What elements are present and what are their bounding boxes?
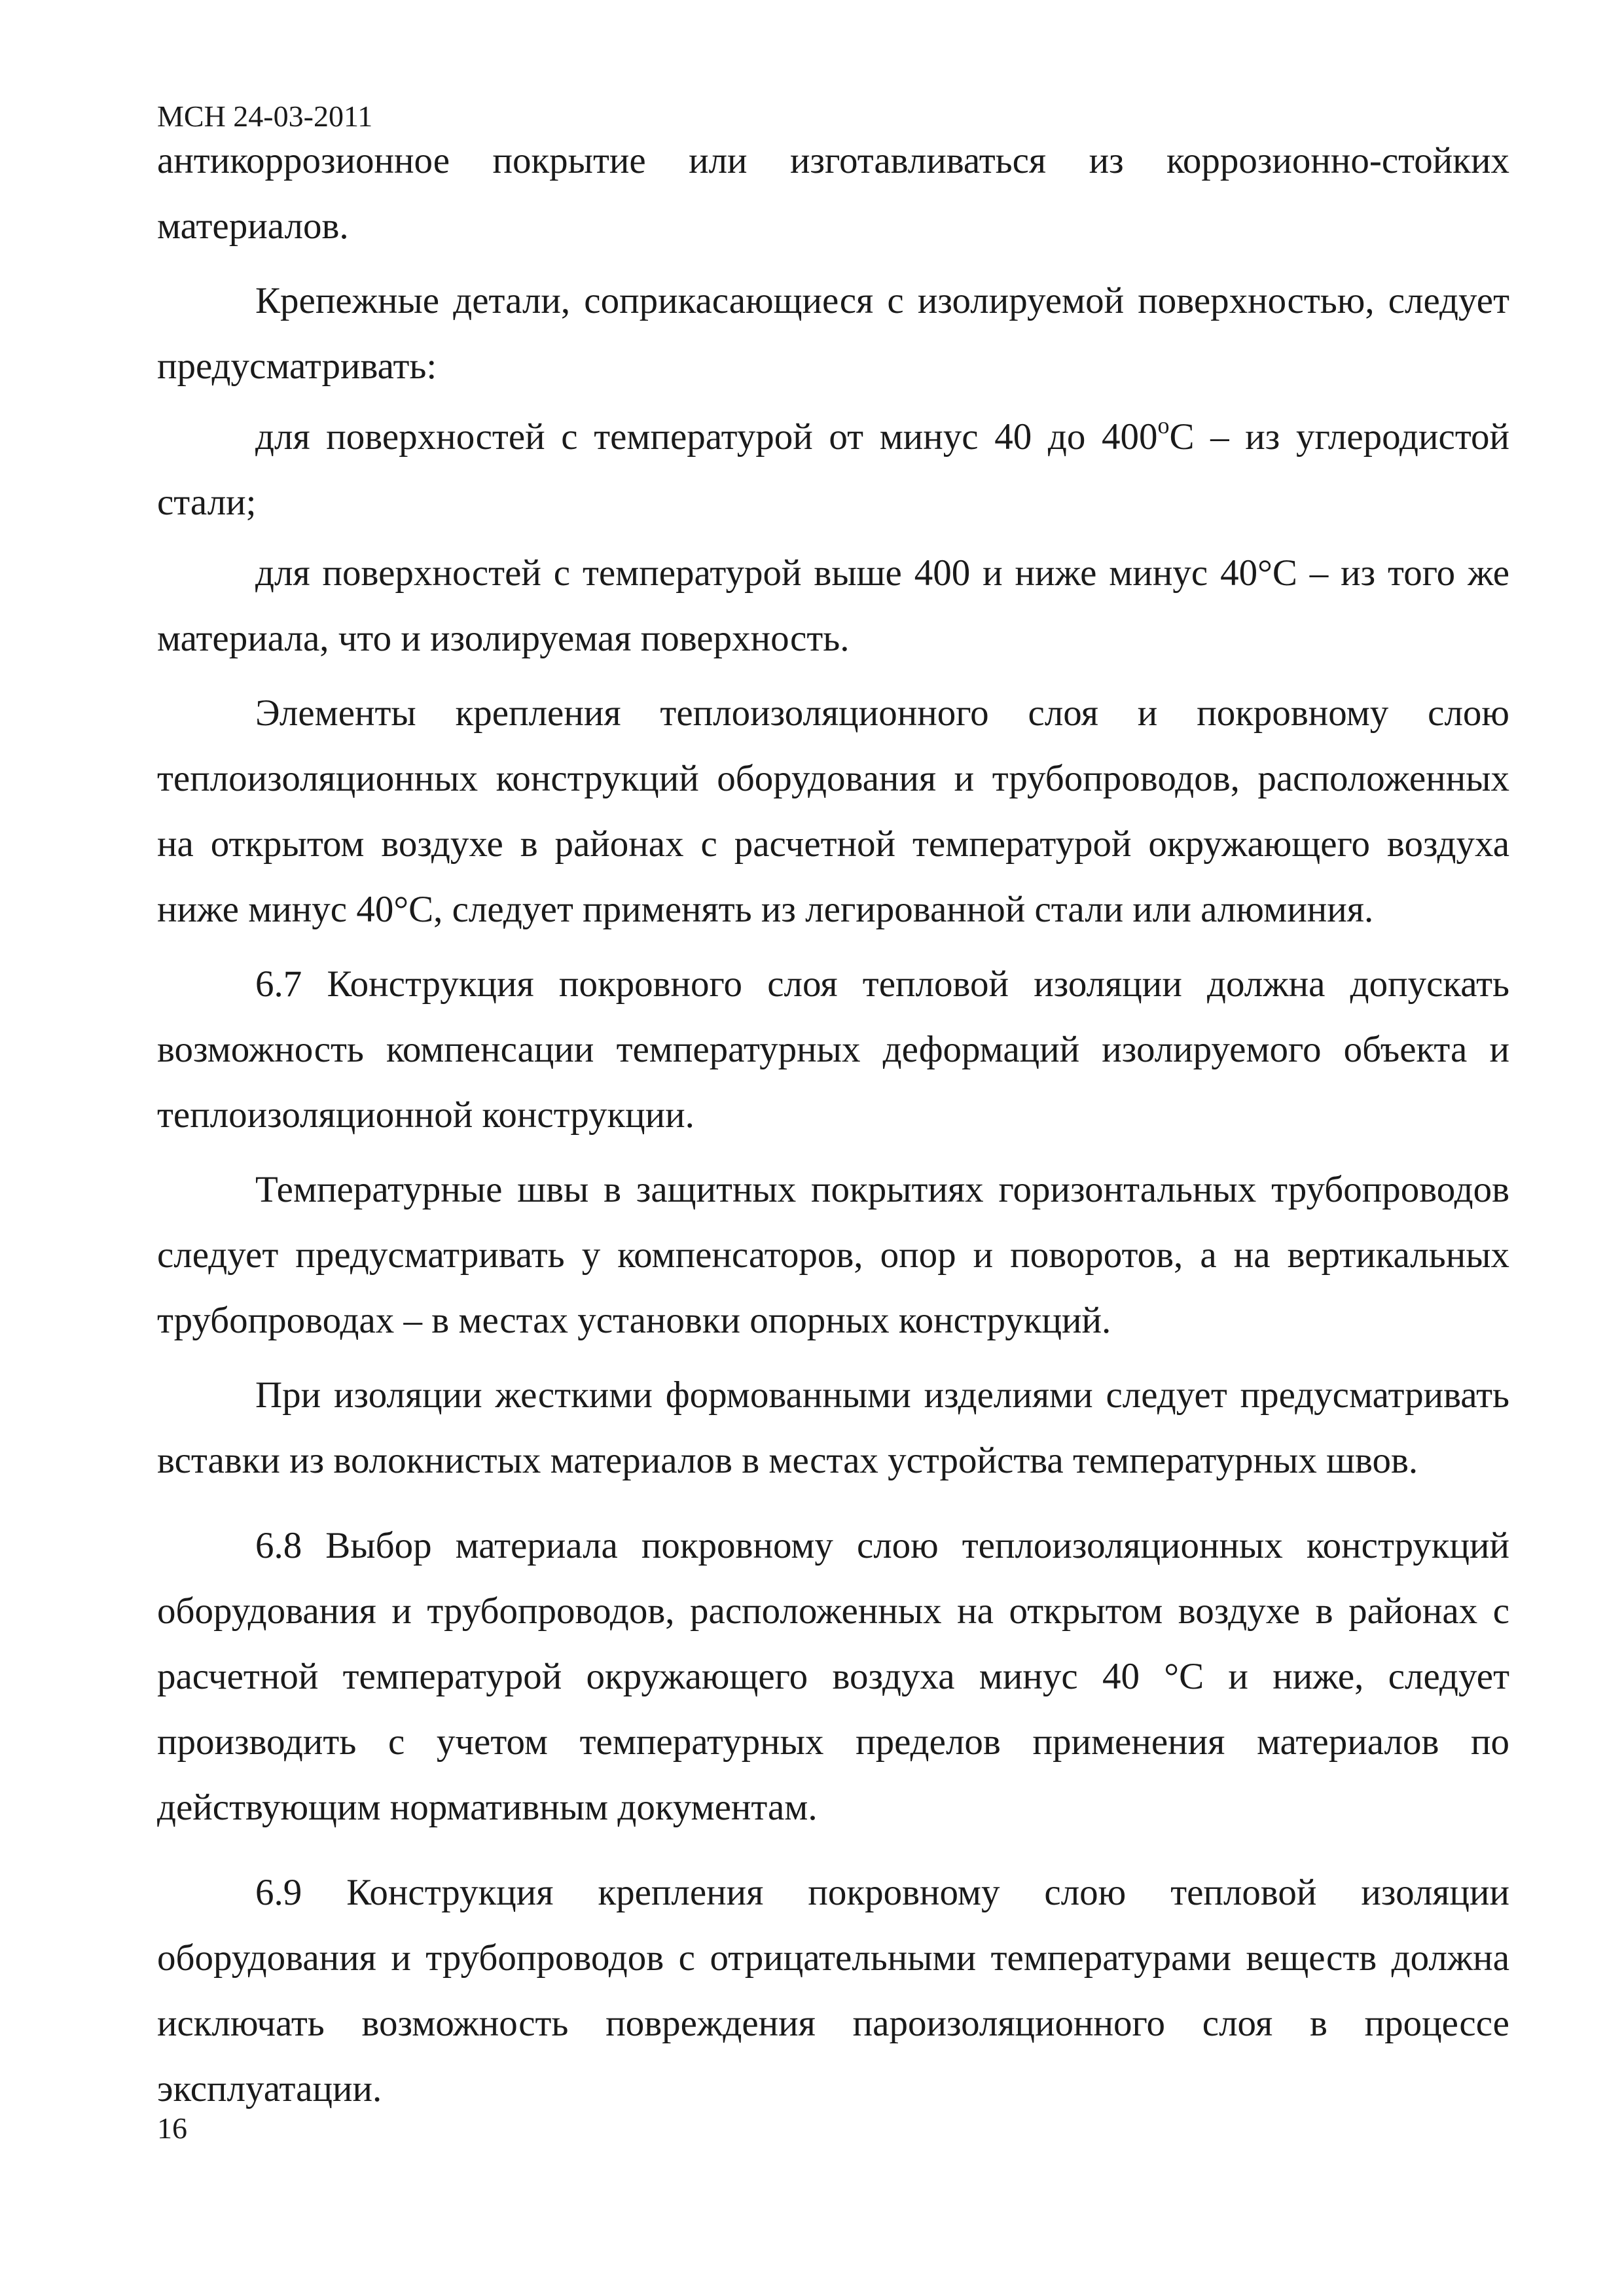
paragraph-continuation: антикоррозионное покрытие или изготавливаться из коррозионно-стойких материалов. [157,140,1509,247]
paragraph-carbon-steel [157,404,1509,535]
paragraph-section-6-7: 6.7 Конструкция покровного слоя тепловой изоляции должна допускать возможность компенсации температурных деформаций изолируемого объекта и теплоизоляционной конструкции. [157,963,1509,1136]
paragraph-fasteners-intro: Крепежные детали, соприкасающиеся с изолируемой поверхностью, следует предусматривать: [157,280,1509,387]
paragraph-temperature-joints: Температурные швы в защитных покрытиях горизонтальных трубопроводов следует предусматривать у компенсаторов, опор и поворотов, а на вертикальных трубопроводах – в местах установки опорных конструкций. [157,1169,1509,1341]
paragraph-alloy-steel: Элементы крепления теплоизоляционного слоя и покровному слою теплоизоляционных конструкций оборудования и трубопроводов, расположенных на открытом воздухе в районах с расчетной температурой окружающего воздуха ниже минус 40°С, следует применять из легированной стали или алюминия. [157,692,1509,930]
paragraph-fibrous-inserts: При изоляции жесткими формованными изделиями следует предусматривать вставки из волокнистых материалов в местах устройства температурных швов. [157,1374,1509,1481]
page-number: 16 [157,2111,187,2145]
document-body [157,128,1509,2122]
degree-superscript: о [1157,412,1170,439]
paragraph-same-material: для поверхностей с температурой выше 400 и ниже минус 40°С – из того же материала, что и изолируемая поверхность. [157,552,1509,659]
paragraph-section-6-8: 6.8 Выбор материала покровному слою теплоизоляционных конструкций оборудования и трубопроводов, расположенных на открытом воздухе в районах с расчетной температурой окружающего воздуха минус 40 °С и ниже, следует производить с учетом температурных пределов применения материалов по действующим нормативным документам. [157,1525,1509,1828]
document-code-header: МСН 24-03-2011 [157,99,373,133]
paragraph-section-6-9: 6.9 Конструкция крепления покровному слою тепловой изоляции оборудования и трубопроводов с отрицательными температурами веществ должна исключать возможность повреждения пароизоляционного слоя в процессе эксплуатации. [157,1872,1509,2109]
text-fragment: для поверхностей с температурой от минус 40 до 400 [255,416,1158,457]
text-fragment: С – из углеродистой стали; [157,416,1510,523]
